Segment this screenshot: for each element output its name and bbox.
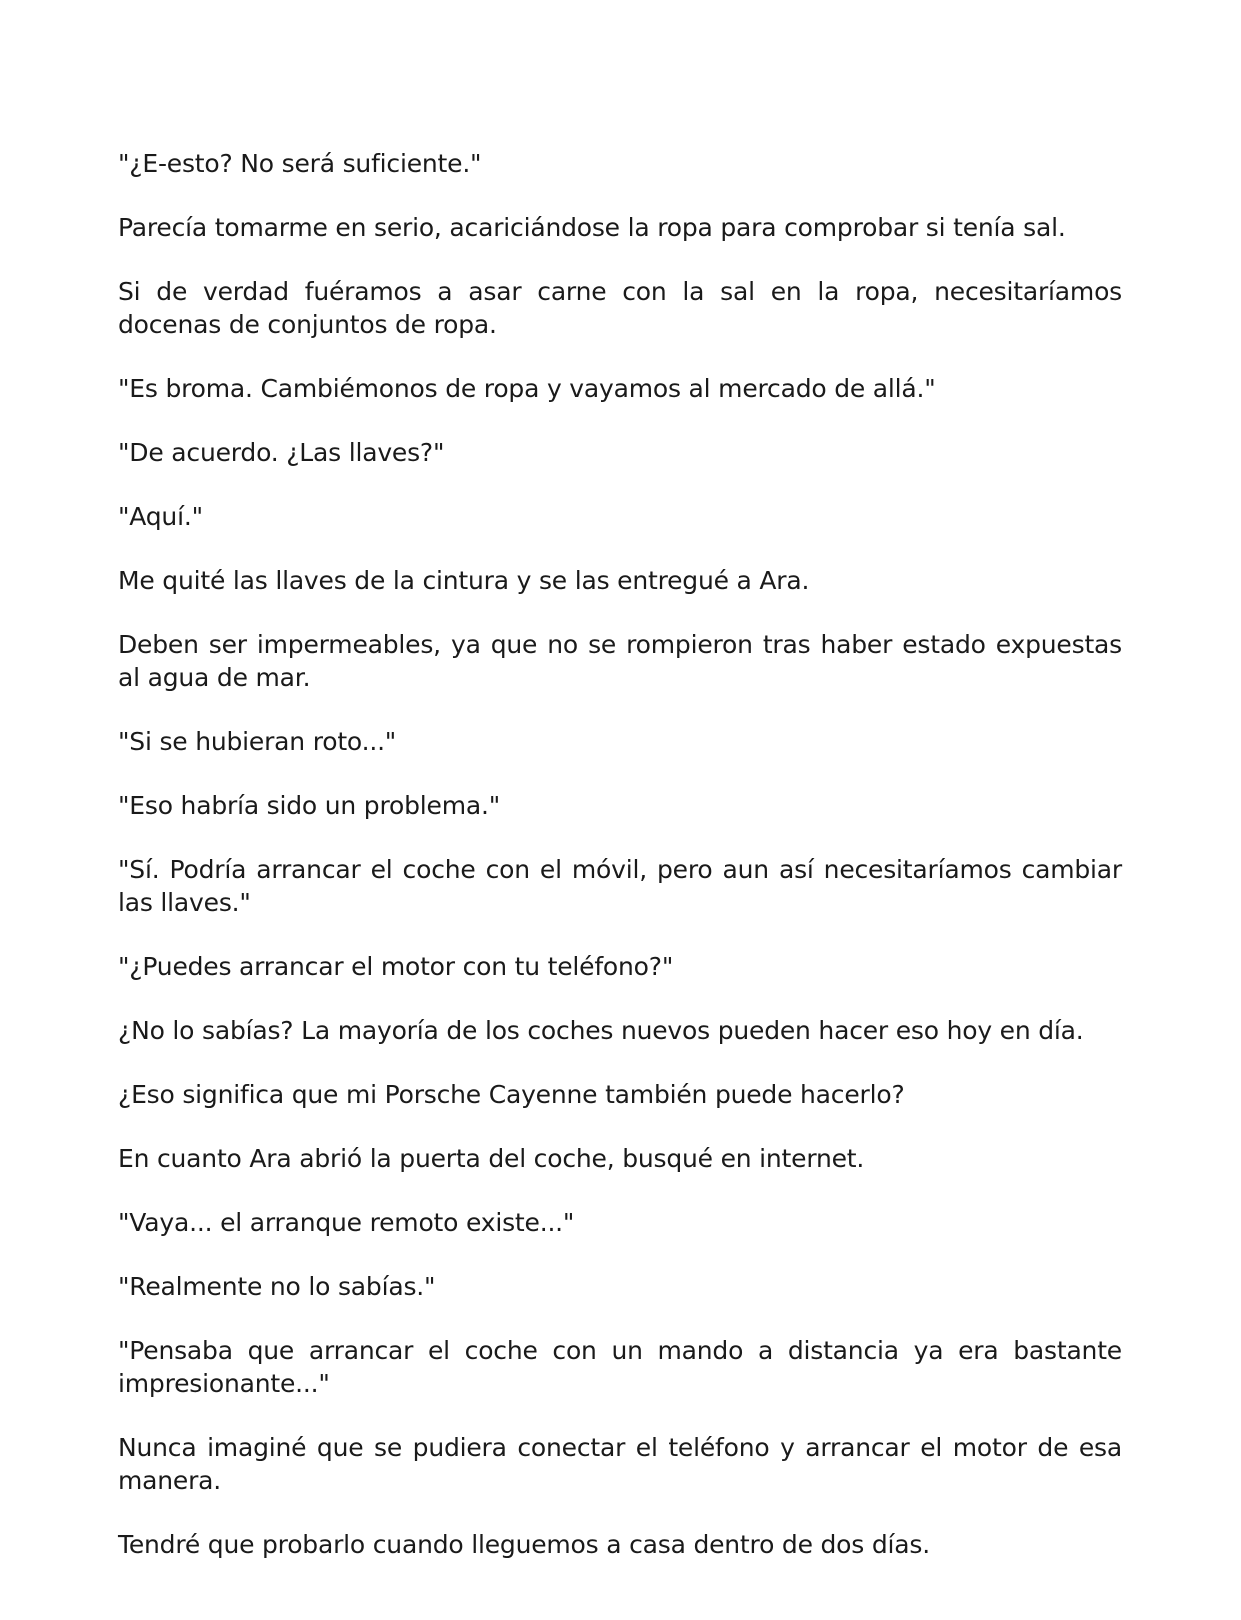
- document-body: [118, 147, 1122, 1592]
- paragraph: "¿E-esto? No será suficiente.": [118, 149, 482, 178]
- paragraph: "Es broma. Cambiémonos de ropa y vayamos al mercado de allá.": [118, 374, 936, 403]
- paragraph: Parecía tomarme en serio, acariciándose la ropa para comprobar si tenía sal.: [118, 213, 1066, 242]
- paragraph: En cuanto Ara abrió la puerta del coche, busqué en internet.: [118, 1144, 865, 1173]
- paragraph: Tendré que probarlo cuando lleguemos a casa dentro de dos días.: [118, 1530, 930, 1559]
- paragraph: ¿No lo sabías? La mayoría de los coches nuevos pueden hacer eso hoy en día.: [118, 1016, 1084, 1045]
- paragraph: Nunca imaginé que se pudiera conectar el teléfono y arrancar el motor de esa manera.: [118, 1433, 1122, 1495]
- paragraph: "Aquí.": [118, 502, 203, 531]
- paragraph: Me quité las llaves de la cintura y se las entregué a Ara.: [118, 566, 810, 595]
- paragraph: "De acuerdo. ¿Las llaves?": [118, 438, 445, 467]
- paragraph: "¿Puedes arrancar el motor con tu teléfono?": [118, 952, 674, 981]
- paragraph: "Pensaba que arrancar el coche con un mando a distancia ya era bastante impresionante...": [118, 1336, 1122, 1398]
- paragraph: "Realmente no lo sabías.": [118, 1272, 436, 1301]
- paragraph: Si de verdad fuéramos a asar carne con la sal en la ropa, necesitaríamos docenas de conjuntos de ropa.: [118, 277, 1122, 339]
- paragraph: ¿Eso significa que mi Porsche Cayenne también puede hacerlo?: [118, 1080, 905, 1109]
- paragraph: "Vaya... el arranque remoto existe...": [118, 1208, 575, 1237]
- paragraph: "Si se hubieran roto...": [118, 727, 397, 756]
- paragraph: Deben ser impermeables, ya que no se rompieron tras haber estado expuestas al agua de mar.: [118, 630, 1122, 692]
- paragraph: "Sí. Podría arrancar el coche con el móvil, pero aun así necesitaríamos cambiar las llaves.": [118, 855, 1122, 917]
- paragraph: "Eso habría sido un problema.": [118, 791, 501, 820]
